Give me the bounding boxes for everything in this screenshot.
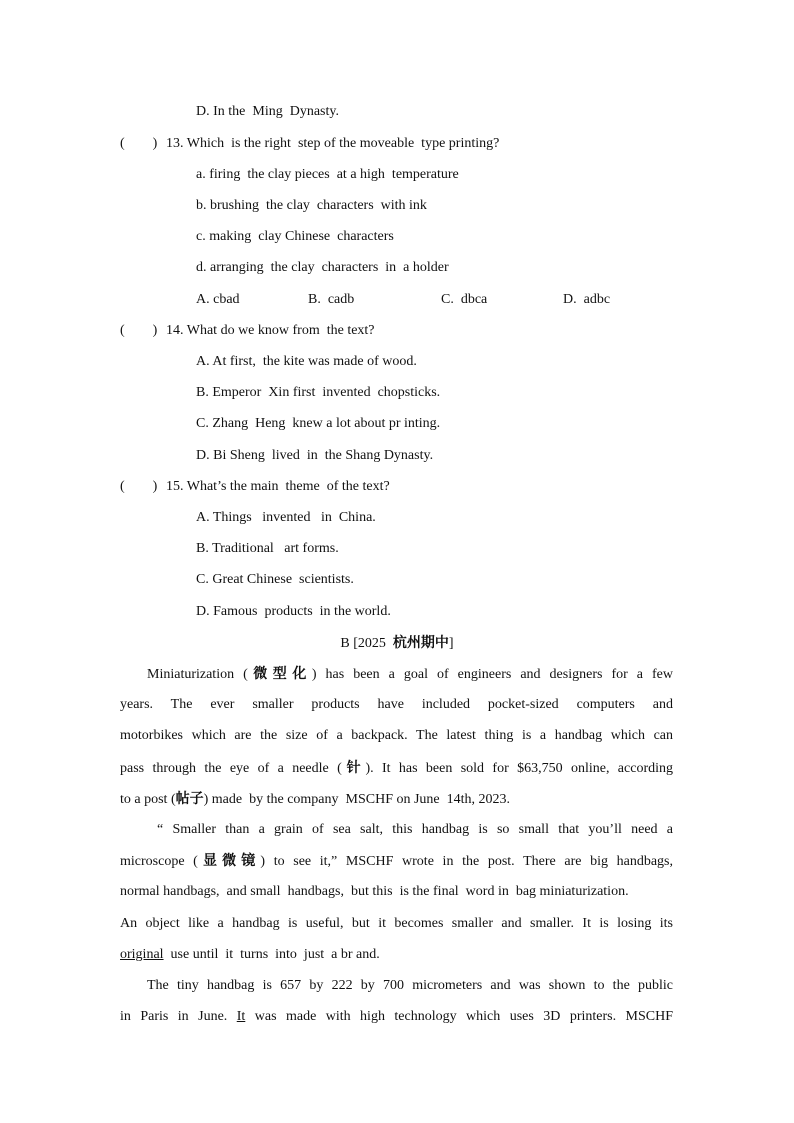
passage-line-8: normal handbags, and small handbags, but this is the final word in bag miniaturization. — [120, 884, 629, 899]
passage-text: ) to see it,” MSCHF wrote in the post. There are big handbags, — [260, 854, 673, 869]
q15-option-a: A. Things invented in China. — [196, 510, 376, 525]
section-b-heading-suffix: ] — [448, 636, 454, 651]
q14-option-a: A. At first, the kite was made of wood. — [196, 354, 417, 369]
passage-text: use until it turns into just a br and. — [163, 947, 380, 962]
q15-option-b: B. Traditional art forms. — [196, 541, 339, 556]
passage-text: ) made by the company MSCHF on June 14th, 2023. — [203, 792, 511, 807]
passage-line-10 — [120, 946, 380, 964]
q13-step-c: c. making clay Chinese characters — [196, 229, 394, 244]
passage-text: microscope ( — [120, 854, 198, 869]
q13-answer-blank[interactable]: ( ) — [120, 136, 158, 151]
passage-text: ) has been a goal of engineers and designers for a few — [311, 667, 673, 682]
q12-option-d: D. In the Ming Dynasty. — [196, 104, 339, 119]
q13-stem: 13. Which is the right step of the moveable type printing? — [166, 136, 500, 151]
passage-line-12 — [120, 1008, 673, 1026]
passage-text: pass through the eye of a needle ( — [120, 761, 342, 776]
section-b-heading — [0, 634, 794, 652]
passage-line-9: An object like a handbag is useful, but it becomes smaller and smaller. It is losing its — [120, 916, 673, 931]
passage-gloss: 针 — [341, 760, 366, 776]
passage-line-7 — [120, 852, 673, 870]
section-b-heading-prefix: B [2025 — [340, 636, 393, 651]
passage-text: Miniaturization ( — [147, 667, 248, 682]
passage-gloss: 帖子 — [175, 791, 204, 807]
q15-option-d: D. Famous products in the world. — [196, 604, 391, 619]
passage-gloss: 微型化 — [247, 666, 312, 682]
q13-choice-c: C. dbca — [441, 292, 488, 307]
passage-line-6: “ Smaller than a grain of sea salt, this handbag is so small that you’ll need a — [157, 822, 673, 837]
passage-text: to a post ( — [120, 792, 176, 807]
q14-answer-blank[interactable]: ( ) — [120, 323, 158, 338]
q14-option-b: B. Emperor Xin first invented chopsticks. — [196, 385, 441, 400]
q14-option-d: D. Bi Sheng lived in the Shang Dynasty. — [196, 448, 434, 463]
passage-text: ). It has been sold for $63,750 online, according — [365, 761, 673, 776]
underlined-word-it: It — [236, 1009, 246, 1024]
q13-choice-d: D. adbc — [563, 292, 611, 307]
q13-choice-b: B. cadb — [308, 292, 355, 307]
q14-option-c: C. Zhang Heng knew a lot about pr inting. — [196, 416, 441, 431]
passage-line-5 — [120, 790, 510, 808]
passage-text: in Paris in June. — [120, 1009, 237, 1024]
passage-line-4 — [120, 759, 673, 777]
passage-line-3: motorbikes which are the size of a backpack. The latest thing is a handbag which can — [120, 728, 673, 743]
q15-option-c: C. Great Chinese scientists. — [196, 572, 354, 587]
q14-stem: 14. What do we know from the text? — [166, 323, 375, 338]
section-b-heading-source: 杭州期中 — [392, 635, 449, 651]
q13-step-d: d. arranging the clay characters in a holder — [196, 260, 449, 275]
q13-choice-a: A. cbad — [196, 292, 240, 307]
passage-gloss: 显微镜 — [197, 853, 261, 869]
q13-step-b: b. brushing the clay characters with ink — [196, 198, 427, 213]
underlined-word-original: original — [120, 947, 164, 962]
passage-line-2: years. The ever smaller products have included pocket-sized computers and — [120, 697, 673, 712]
passage-line-1 — [147, 665, 673, 683]
q13-step-a: a. firing the clay pieces at a high temperature — [196, 167, 459, 182]
passage-line-11: The tiny handbag is 657 by 222 by 700 micrometers and was shown to the public — [147, 978, 673, 993]
q15-stem: 15. What’s the main theme of the text? — [166, 479, 390, 494]
passage-text: was made with high technology which uses 3D printers. MSCHF — [245, 1009, 673, 1024]
q15-answer-blank[interactable]: ( ) — [120, 479, 158, 494]
